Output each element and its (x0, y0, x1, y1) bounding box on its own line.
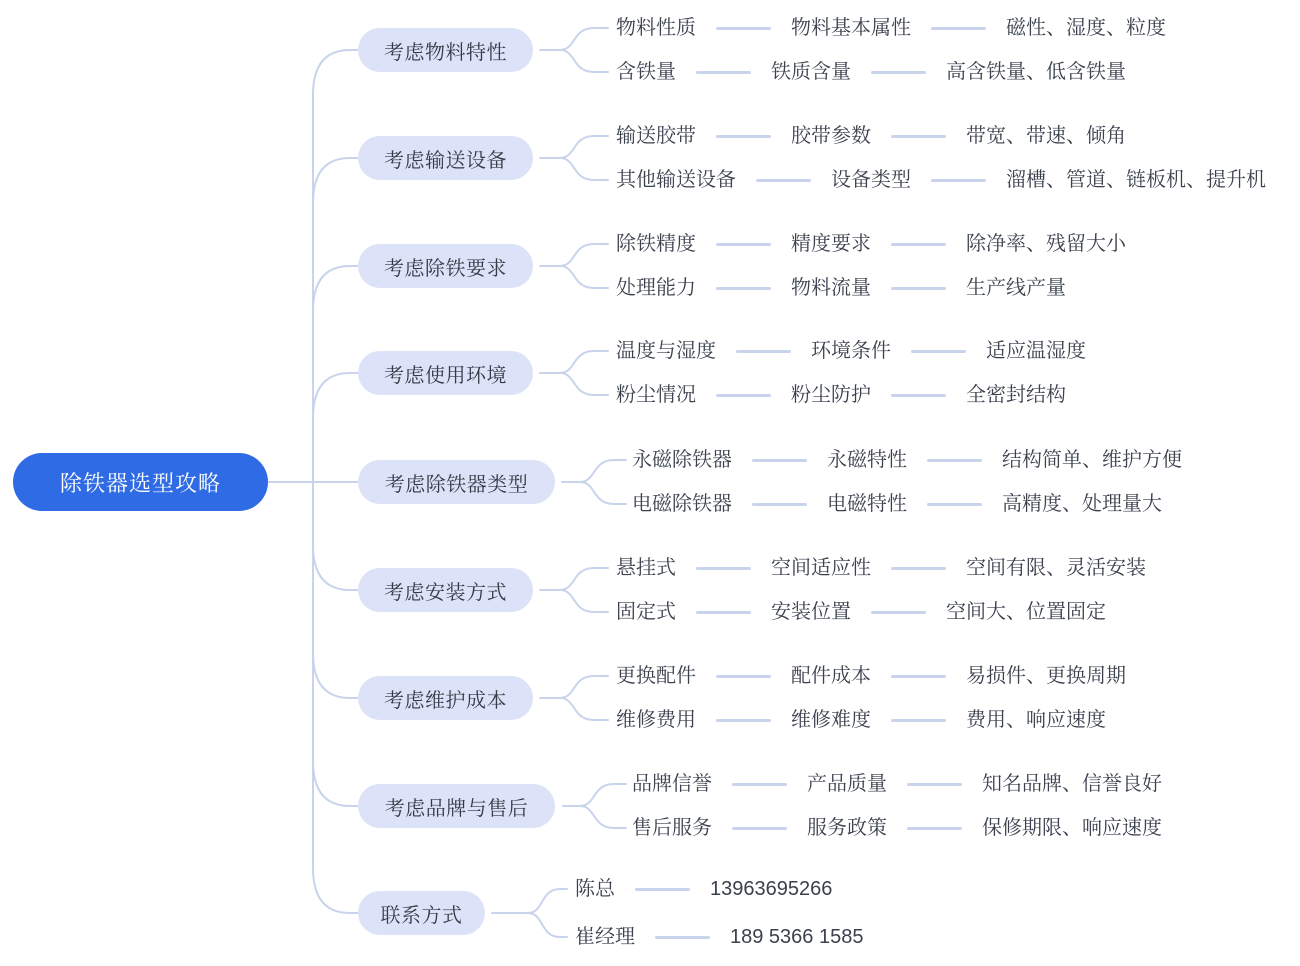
node-label[interactable]: 空间有限、灵活安装 (966, 557, 1146, 579)
node-label[interactable]: 永磁除铁器 (632, 449, 732, 471)
leaf-row (616, 166, 1266, 194)
connector-line (716, 135, 771, 138)
connector-line (891, 243, 946, 246)
branch-node-contact[interactable]: 联系方式 (358, 891, 485, 935)
connector-line (696, 71, 751, 74)
connector-line (716, 394, 771, 397)
contact-phone[interactable]: 13963695266 (710, 878, 833, 900)
node-label[interactable]: 费用、响应速度 (966, 709, 1106, 731)
leaf-row (616, 14, 1166, 42)
leaf-row (616, 274, 1066, 302)
node-label[interactable]: 更换配件 (616, 665, 696, 687)
leaf-row (616, 598, 1106, 626)
node-label[interactable]: 安装位置 (771, 601, 851, 623)
node-label[interactable]: 高精度、处理量大 (1002, 493, 1162, 515)
node-label[interactable]: 精度要求 (791, 233, 871, 255)
connector-line (891, 675, 946, 678)
connector-line (931, 27, 986, 30)
contact-phone[interactable]: 189 5366 1585 (730, 926, 864, 948)
connector-line (716, 27, 771, 30)
node-label[interactable]: 结构简单、维护方便 (1002, 449, 1182, 471)
leaf-row (616, 554, 1146, 582)
leaf-row (616, 122, 1126, 150)
node-label[interactable]: 产品质量 (807, 773, 887, 795)
node-label[interactable]: 物料性质 (616, 17, 696, 39)
node-label[interactable]: 除铁精度 (616, 233, 696, 255)
connector-line (736, 350, 791, 353)
branch-node-maintenance[interactable]: 考虑维护成本 (358, 676, 533, 720)
node-label[interactable]: 其他输送设备 (616, 169, 736, 191)
node-label[interactable]: 易损件、更换周期 (966, 665, 1126, 687)
node-label[interactable]: 环境条件 (811, 340, 891, 362)
contact-name[interactable]: 陈总 (575, 878, 615, 900)
connector-line (696, 567, 751, 570)
connector-line (891, 719, 946, 722)
connector-line (716, 719, 771, 722)
leaf-row (616, 706, 1106, 734)
node-label[interactable]: 处理能力 (616, 277, 696, 299)
node-label[interactable]: 物料基本属性 (791, 17, 911, 39)
connector-line (732, 783, 787, 786)
node-label[interactable]: 固定式 (616, 601, 676, 623)
node-label[interactable]: 售后服务 (632, 817, 712, 839)
node-label[interactable]: 维修难度 (791, 709, 871, 731)
connector-line (732, 827, 787, 830)
leaf-row (632, 490, 1162, 518)
node-label[interactable]: 物料流量 (791, 277, 871, 299)
node-label[interactable]: 保修期限、响应速度 (982, 817, 1162, 839)
branch-node-material[interactable]: 考虑物料特性 (358, 28, 533, 72)
node-label[interactable]: 温度与湿度 (616, 340, 716, 362)
node-label[interactable]: 适应温湿度 (986, 340, 1086, 362)
connector-line (696, 611, 751, 614)
leaf-row (616, 381, 1066, 409)
root-node[interactable]: 除铁器选型攻略 (13, 453, 268, 511)
node-label[interactable]: 铁质含量 (771, 61, 851, 83)
connector-line (635, 888, 690, 891)
node-label[interactable]: 溜槽、管道、链板机、提升机 (1006, 169, 1266, 191)
node-label[interactable]: 服务政策 (807, 817, 887, 839)
connector-line (871, 71, 926, 74)
node-label[interactable]: 输送胶带 (616, 125, 696, 147)
connector-line (891, 567, 946, 570)
connector-line (891, 135, 946, 138)
leaf-row (575, 923, 863, 951)
connector-line (927, 503, 982, 506)
branch-node-separator-type[interactable]: 考虑除铁器类型 (358, 460, 555, 504)
node-label[interactable]: 电磁除铁器 (632, 493, 732, 515)
connector-line (752, 459, 807, 462)
connector-line (716, 243, 771, 246)
leaf-row (632, 770, 1162, 798)
branch-node-iron-removal[interactable]: 考虑除铁要求 (358, 244, 533, 288)
branch-node-installation[interactable]: 考虑安装方式 (358, 568, 533, 612)
connector-line (927, 459, 982, 462)
leaf-row (632, 446, 1182, 474)
node-label[interactable]: 空间大、位置固定 (946, 601, 1106, 623)
leaf-row (616, 337, 1086, 365)
connector-line (871, 611, 926, 614)
connector-line (891, 287, 946, 290)
node-label[interactable]: 带宽、带速、倾角 (966, 125, 1126, 147)
leaf-row (575, 875, 832, 903)
connector-line (891, 394, 946, 397)
node-label[interactable]: 高含铁量、低含铁量 (946, 61, 1126, 83)
node-label[interactable]: 悬挂式 (616, 557, 676, 579)
leaf-row (616, 230, 1126, 258)
connector-line (716, 675, 771, 678)
connector-line (655, 936, 710, 939)
node-label[interactable]: 永磁特性 (827, 449, 907, 471)
node-label[interactable]: 知名品牌、信誉良好 (982, 773, 1162, 795)
node-label[interactable]: 生产线产量 (966, 277, 1066, 299)
branch-node-environment[interactable]: 考虑使用环境 (358, 351, 533, 395)
node-label[interactable]: 全密封结构 (966, 384, 1066, 406)
node-label[interactable]: 设备类型 (831, 169, 911, 191)
branch-node-brand-service[interactable]: 考虑品牌与售后 (358, 784, 555, 828)
contact-name[interactable]: 崔经理 (575, 926, 635, 948)
leaf-row (616, 58, 1126, 86)
node-label[interactable]: 配件成本 (791, 665, 871, 687)
node-label[interactable]: 粉尘防护 (791, 384, 871, 406)
node-label[interactable]: 含铁量 (616, 61, 676, 83)
branch-node-conveyor[interactable]: 考虑输送设备 (358, 136, 533, 180)
trunk-branch-wires (268, 50, 358, 913)
connector-line (756, 179, 811, 182)
connector-line (907, 827, 962, 830)
node-label[interactable]: 维修费用 (616, 709, 696, 731)
node-label[interactable]: 品牌信誉 (632, 773, 712, 795)
connector-line (752, 503, 807, 506)
node-label[interactable]: 空间适应性 (771, 557, 871, 579)
node-label[interactable]: 电磁特性 (827, 493, 907, 515)
connector-line (907, 783, 962, 786)
leaf-row (632, 814, 1162, 842)
leaf-row (616, 662, 1126, 690)
node-label[interactable]: 除净率、残留大小 (966, 233, 1126, 255)
node-label[interactable]: 胶带参数 (791, 125, 871, 147)
connector-line (716, 287, 771, 290)
connector-line (911, 350, 966, 353)
node-label[interactable]: 粉尘情况 (616, 384, 696, 406)
node-label[interactable]: 磁性、湿度、粒度 (1006, 17, 1166, 39)
connector-line (931, 179, 986, 182)
